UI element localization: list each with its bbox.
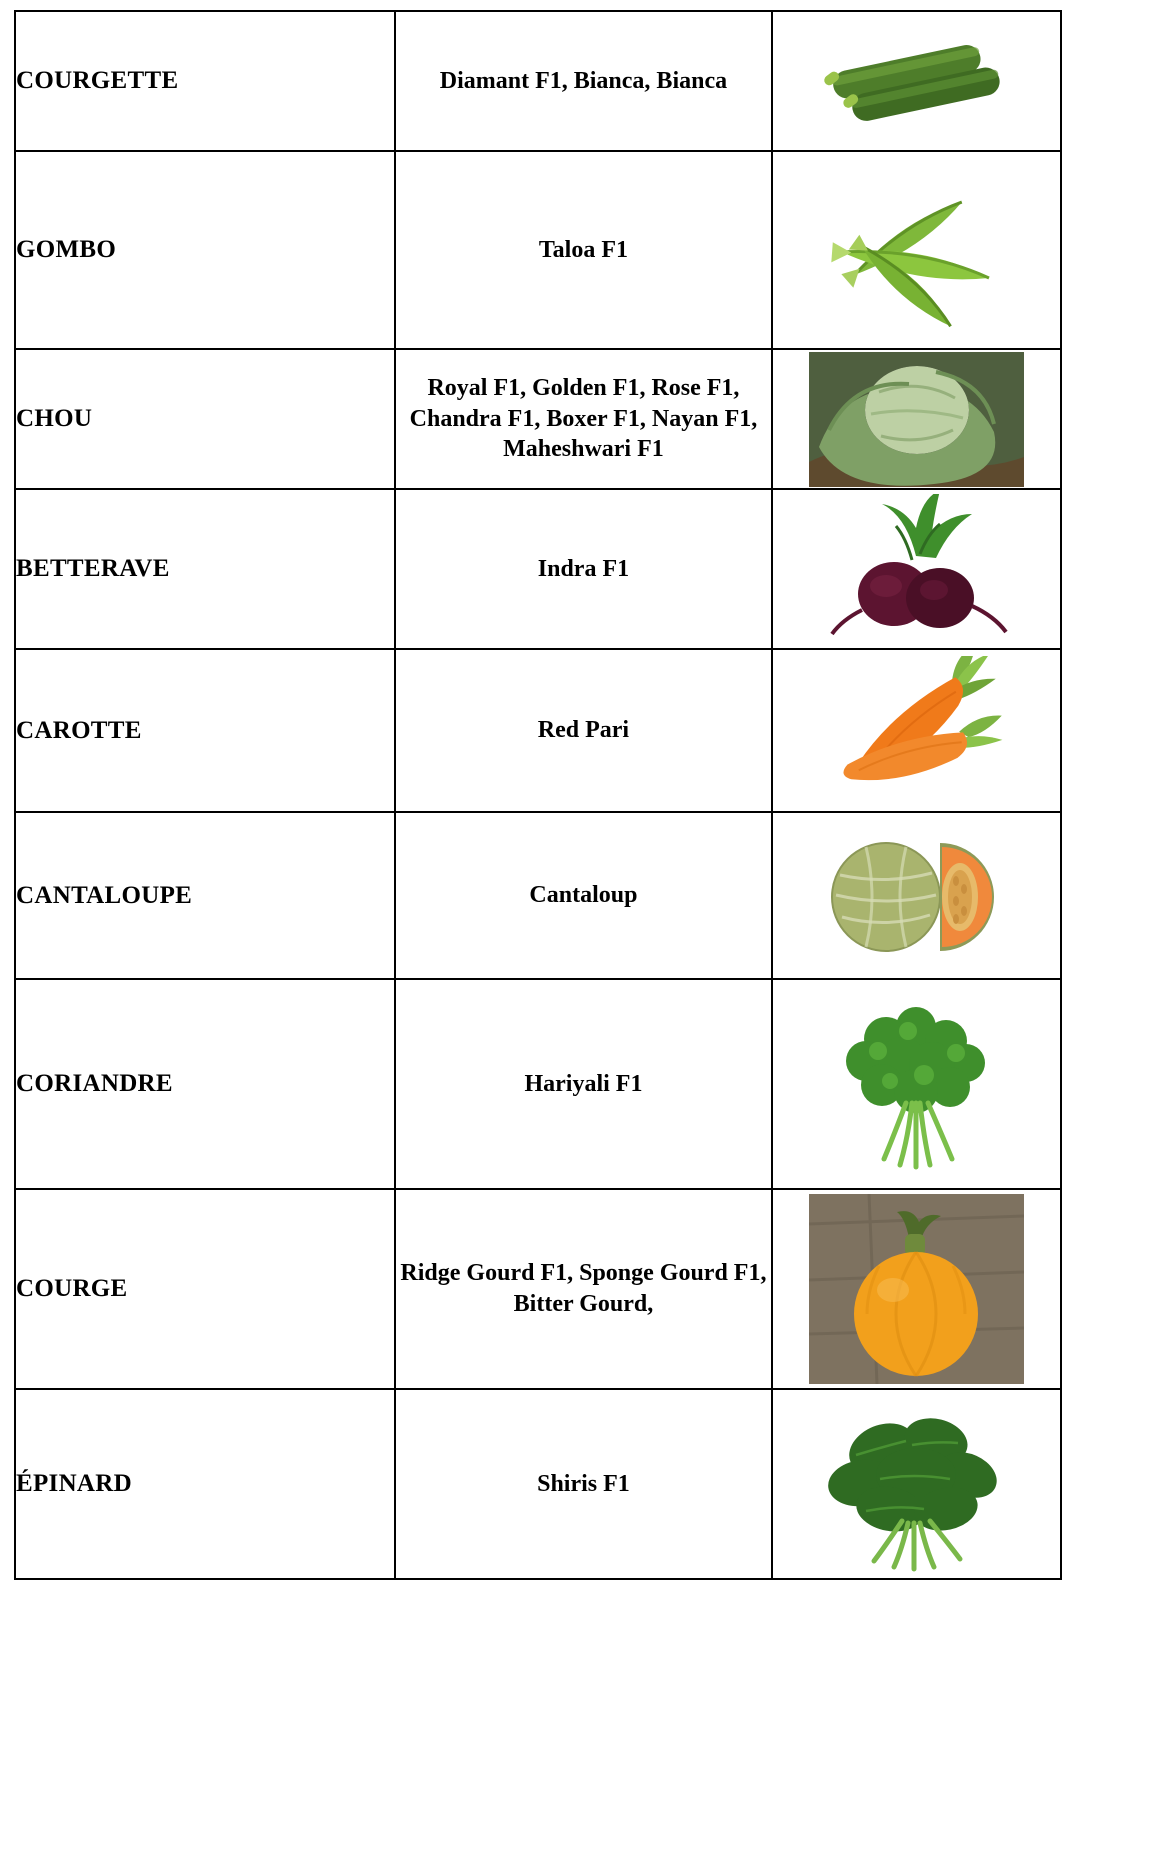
vegetable-name: COURGETTE xyxy=(15,11,395,151)
table-body xyxy=(15,11,1061,1579)
vegetable-image-cell xyxy=(772,489,1061,649)
vegetable-image-cell xyxy=(772,1189,1061,1389)
vegetable-varieties: Royal F1, Golden F1, Rose F1, Chandra F1, Boxer F1, Nayan F1, Maheshwari F1 xyxy=(395,349,772,489)
vegetable-name: GOMBO xyxy=(15,151,395,349)
vegetable-image-cell xyxy=(772,649,1061,812)
cabbage-image xyxy=(773,352,1060,487)
vegetable-varieties: Cantaloup xyxy=(395,812,772,979)
vegetable-varieties: Hariyali F1 xyxy=(395,979,772,1189)
vegetable-image-cell xyxy=(772,979,1061,1189)
table-row xyxy=(15,1189,1061,1389)
zucchini-image xyxy=(773,26,1060,136)
cantaloupe-image xyxy=(773,831,1060,961)
vegetable-name: CAROTTE xyxy=(15,649,395,812)
okra-image xyxy=(773,165,1060,335)
vegetable-varieties: Diamant F1, Bianca, Bianca xyxy=(395,11,772,151)
table-row xyxy=(15,349,1061,489)
table-row xyxy=(15,1389,1061,1579)
vegetable-image-cell xyxy=(772,812,1061,979)
vegetable-image-cell xyxy=(772,349,1061,489)
vegetable-name: COURGE xyxy=(15,1189,395,1389)
vegetable-name: CHOU xyxy=(15,349,395,489)
table-row xyxy=(15,151,1061,349)
vegetable-varieties-table xyxy=(14,10,1062,1580)
vegetable-varieties: Shiris F1 xyxy=(395,1389,772,1579)
carrot-image xyxy=(773,656,1060,806)
spinach-image xyxy=(773,1397,1060,1572)
table-row xyxy=(15,649,1061,812)
pumpkin-image xyxy=(773,1194,1060,1384)
vegetable-image-cell xyxy=(772,11,1061,151)
table-row xyxy=(15,11,1061,151)
table-row xyxy=(15,489,1061,649)
vegetable-image-cell xyxy=(772,151,1061,349)
vegetable-varieties: Ridge Gourd F1, Sponge Gourd F1, Bitter Gourd, xyxy=(395,1189,772,1389)
table-row xyxy=(15,812,1061,979)
table-row xyxy=(15,979,1061,1189)
vegetable-name: BETTERAVE xyxy=(15,489,395,649)
vegetable-varieties: Taloa F1 xyxy=(395,151,772,349)
coriander-image xyxy=(773,987,1060,1182)
vegetable-image-cell xyxy=(772,1389,1061,1579)
vegetable-name: ÉPINARD xyxy=(15,1389,395,1579)
vegetable-varieties: Indra F1 xyxy=(395,489,772,649)
vegetable-varieties: Red Pari xyxy=(395,649,772,812)
beetroot-image xyxy=(773,494,1060,644)
vegetable-name: CORIANDRE xyxy=(15,979,395,1189)
vegetable-name: CANTALOUPE xyxy=(15,812,395,979)
